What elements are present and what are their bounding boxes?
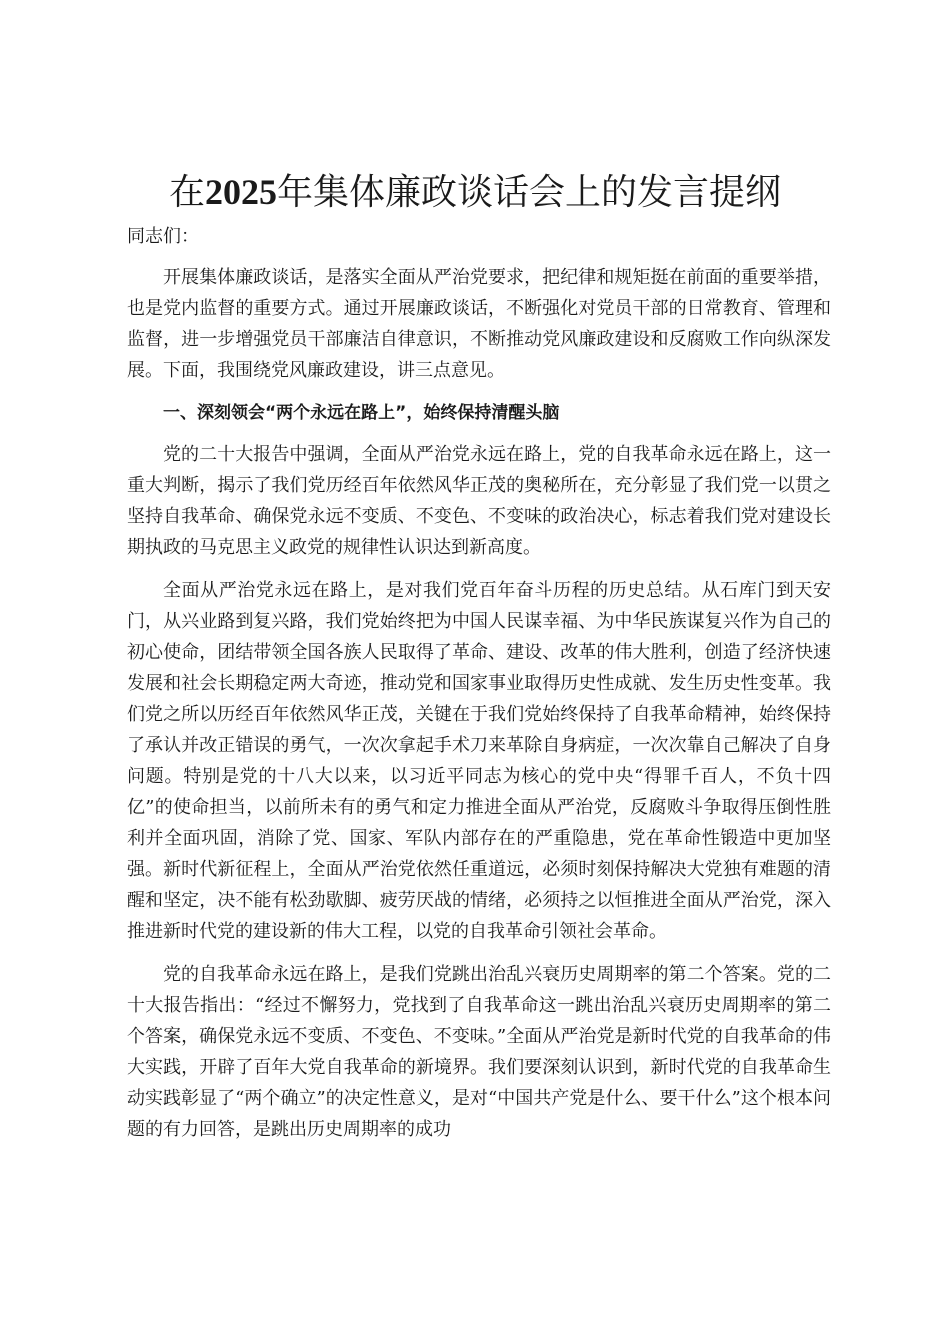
body-paragraph: 党的二十大报告中强调，全面从严治党永远在路上，党的自我革命永远在路上，这一重大判断，揭示了我们党历经百年依然风华正茂的奥秘所在，充分彰显了我们党一以贯之坚持自我革命、确保党永远不变质、不变色、不变味的政治决心，标志着我们党对建设长期执政的马克思主义政党的规律性认识达到新高度。 <box>127 444 831 558</box>
body-paragraph: 党的自我革命永远在路上，是我们党跳出治乱兴衰历史周期率的第二个答案。党的二十大报告指出：“经过不懈努力，党找到了自我革命这一跳出治乱兴衰历史周期率的第二个答案，确保党永远不变质、不变色、不变味。”全面从严治党是新时代党的自我革命的伟大实践，开辟了百年大党自我革命的新境界。我们要深刻认识到，新时代党的自我革命生动实践彰显了“两个确立”的决定性意义，是对“中国共产党是什么、要干什么”这个根本问题的有力回答，是跳出历史周期率的成功 <box>127 964 831 1140</box>
title-prefix: 在 <box>168 172 205 213</box>
salutation: 同志们： <box>127 226 199 247</box>
intro-paragraph: 开展集体廉政谈话，是落实全面从严治党要求，把纪律和规矩挺在前面的重要举措，也是党内监督的重要方式。通过开展廉政谈话，不断强化对党员干部的日常教育、管理和监督，进一步增强党员干部廉洁自律意识，不断推动党风廉政建设和反腐败工作向纵深发展。下面，我围绕党风廉政建设，讲三点意见。 <box>127 267 831 381</box>
title-suffix: 年集体廉政谈话会上的发言提纲 <box>277 172 782 213</box>
title-year: 2025 <box>205 172 277 212</box>
document-body <box>127 262 831 1157</box>
section-heading: 一、深刻领会“两个永远在路上”，始终保持清醒头脑 <box>163 403 560 423</box>
body-paragraph: 全面从严治党永远在路上，是对我们党百年奋斗历程的历史总结。从石库门到天安门，从兴业路到复兴路，我们党始终把为中国人民谋幸福、为中华民族谋复兴作为自己的初心使命，团结带领全国各族人民取得了革命、建设、改革的伟大胜利，创造了经济快速发展和社会长期稳定两大奇迹，推动党和国家事业取得历史性成就、发生历史性变革。我们党之所以历经百年依然风华正茂，关键在于我们党始终保持了自我革命精神，始终保持了承认并改正错误的勇气，一次次拿起手术刀来革除自身病症，一次次靠自己解决了自身问题。特别是党的十八大以来，以习近平同志为核心的党中央“得罪千百人，不负十四亿”的使命担当，以前所未有的勇气和定力推进全面从严治党，反腐败斗争取得压倒性胜利并全面巩固，消除了党、国家、军队内部存在的严重隐患，党在革命性锻造中更加坚强。新时代新征程上，全面从严治党依然任重道远，必须时刻保持解决大党独有难题的清醒和坚定，决不能有松劲歇脚、疲劳厌战的情绪，必须持之以恒推进全面从严治党，深入推进新时代党的建设新的伟大工程，以党的自我革命引领社会革命。 <box>127 580 831 942</box>
document-title <box>80 168 870 217</box>
